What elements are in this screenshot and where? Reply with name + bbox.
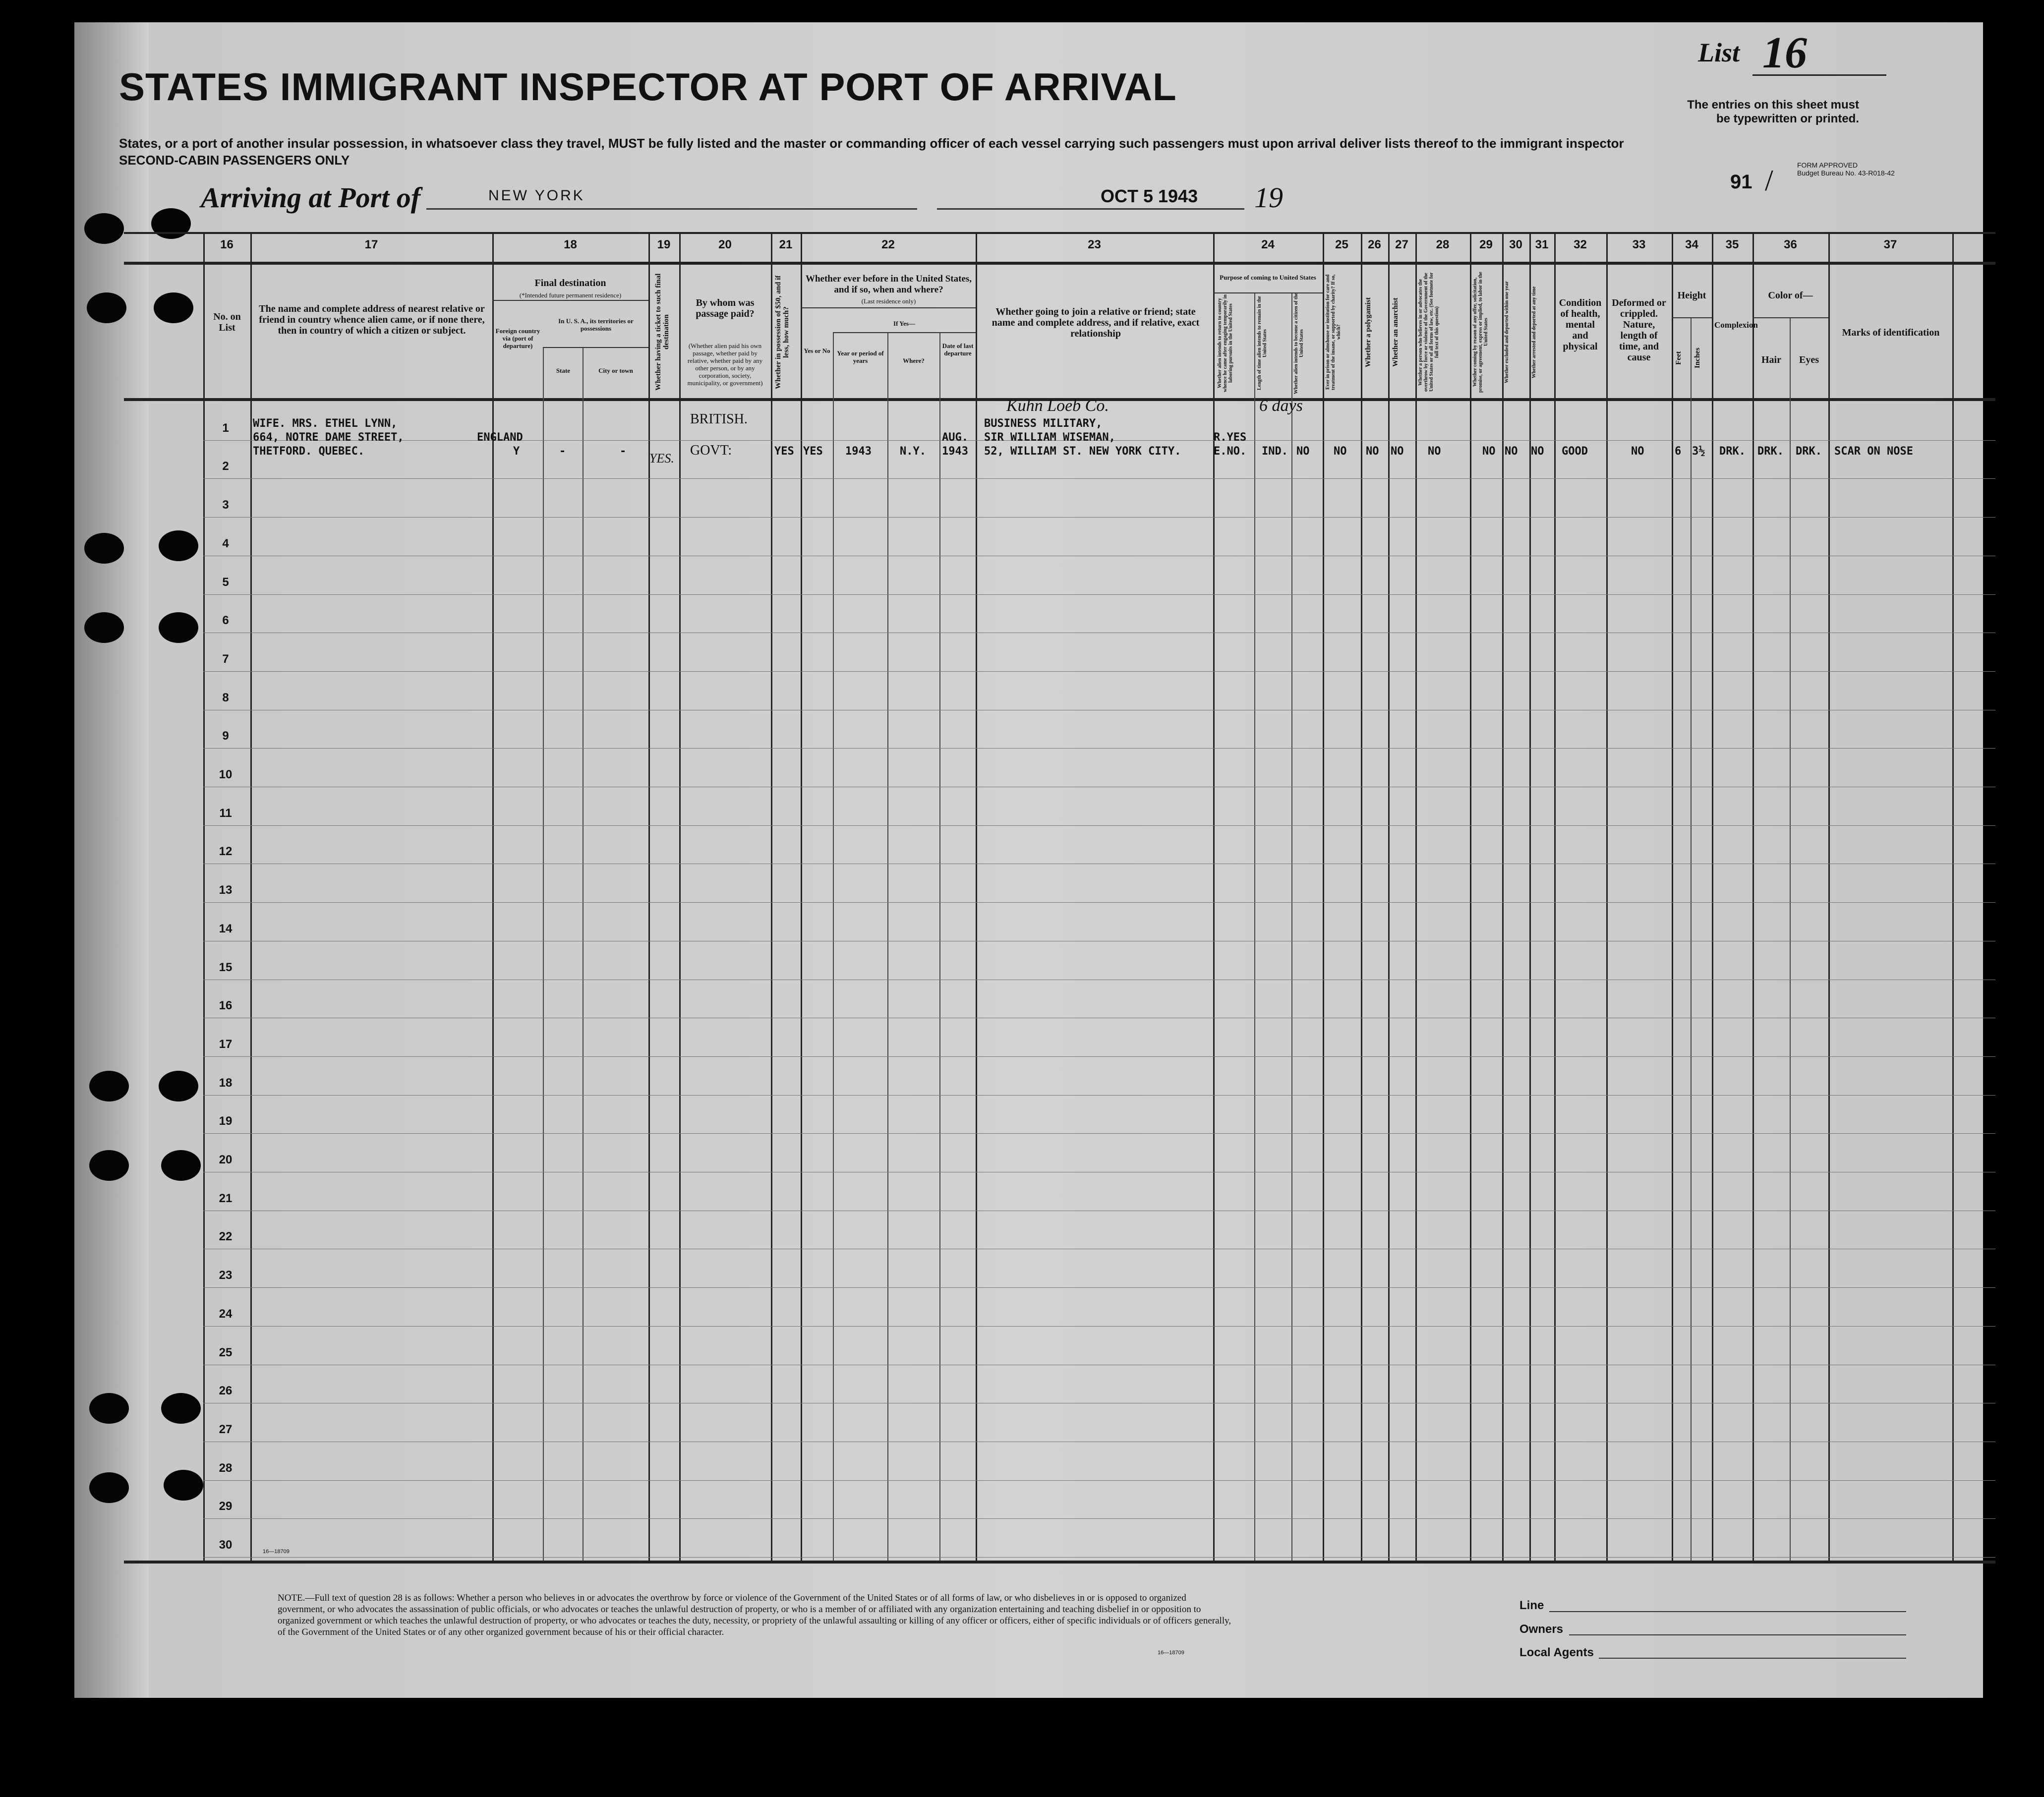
col28-header: Whether a person who believes in or advocates the overthrow by force or violence of the Government of the United States or of all forms of law, etc. (See footnote for full text of this question) — [1418, 272, 1440, 392]
punch-hole — [84, 213, 124, 244]
row-number: 25 — [219, 1346, 233, 1359]
col-number: 35 — [1725, 238, 1739, 251]
col-number: 36 — [1784, 238, 1797, 251]
col-divider — [1712, 232, 1713, 1561]
before-in-us: YES — [803, 445, 823, 458]
complexion-value: DRK. — [1719, 445, 1746, 458]
punch-hole — [159, 530, 198, 561]
col-divider — [976, 232, 977, 1561]
col-number: 25 — [1335, 238, 1348, 251]
col-divider — [1672, 232, 1673, 1561]
col22-note: (Last residence only) — [861, 297, 916, 305]
punch-hole — [164, 1470, 203, 1501]
col-number: 23 — [1088, 238, 1101, 251]
col-divider — [887, 332, 888, 1561]
col-divider — [1254, 292, 1255, 1561]
col-divider — [1529, 232, 1531, 1561]
joining-line-1: BUSINESS MILITARY, — [984, 417, 1103, 430]
col-divider — [250, 232, 252, 1561]
col-divider — [648, 232, 650, 1561]
col-divider — [1828, 232, 1830, 1561]
subtitle-line: States, or a port of another insular possession, in whatsoever class they travel, MUST be fully listed and the master or commanding officer of each vessel carrying such passengers must upon arrival deliver lists thereof to the immigrant inspector — [119, 136, 1624, 151]
grid-top-rule — [124, 232, 1995, 234]
subheader-rule — [801, 307, 976, 308]
ticket-value: YES. — [649, 451, 674, 465]
row-number: 18 — [219, 1076, 233, 1090]
col-divider — [1388, 232, 1390, 1561]
col16-header: No. on List — [213, 311, 241, 333]
col26-header: Whether a polygamist — [1364, 297, 1372, 367]
foreign-country: ENGLAND — [477, 431, 523, 444]
punch-hole — [154, 292, 193, 323]
punch-hole — [89, 1472, 129, 1503]
col-divider — [1291, 292, 1292, 1561]
col-number: 16 — [220, 238, 234, 251]
col18-foreign: Foreign country via (port of departure) — [495, 327, 540, 349]
row-rule — [203, 1518, 1995, 1519]
subheader-rule — [1752, 317, 1828, 318]
relative-line-2: 664, NOTRE DAME STREET, — [253, 431, 404, 444]
col29-header: Whether coming by reason of any offer, solicitation, promise, or agreement, express or implied, to labor in the United States — [1472, 272, 1489, 393]
col-number: 27 — [1395, 238, 1408, 251]
row-number: 6 — [222, 614, 229, 627]
row-number: 29 — [219, 1500, 233, 1513]
col25-header: Ever in prison or almshouse or institution for care and treatment of the insane, or supported by charity? If so, which? — [1325, 274, 1342, 390]
deformed-value: NO — [1631, 445, 1644, 458]
row-number: 26 — [219, 1384, 233, 1397]
col-number: 33 — [1632, 238, 1646, 251]
col-number: 26 — [1368, 238, 1381, 251]
manifest-sheet — [74, 22, 1983, 1698]
punch-hole — [151, 208, 191, 239]
row-number: 12 — [219, 845, 233, 858]
col24c-header: Whether alien intends to become a citizen of the United States — [1293, 292, 1304, 394]
punch-hole — [89, 1150, 129, 1181]
col18-header: Final destination — [534, 278, 606, 289]
subheader-rule — [833, 332, 976, 333]
row-number: 3 — [222, 498, 229, 512]
footnote: NOTE.—Full text of question 28 is as follows: Whether a person who believes in or advocates the overthrow by force or violence of the Government of the United States or of all forms of law, or who disbelieves in or is opposed to organized government, or who advocates the assassination of public officials, or who advocates or teaches the unlawful destruction of property, or who is a member of or affiliated with any organization entertaining and teaching disbelief in or opposition to organized government or which teaches the unlawful destruction of property, or who advocates or teaches the duty, necessity, or propriety of the unlawful assaulting or killing of any officer or officers, either of specific individuals or of officers generally, of the Government of the United States or of any other organized government because of his or their official character. — [278, 1593, 1231, 1637]
date-underline — [937, 208, 1244, 210]
col-divider — [1470, 232, 1471, 1561]
feet-value: 6 — [1675, 445, 1682, 458]
col-number: 31 — [1535, 238, 1549, 251]
col22-header: Whether ever before in the United States, and if so, when and where? — [805, 274, 972, 295]
typewrite-note — [1636, 98, 1859, 126]
col-divider — [1752, 232, 1754, 1561]
row-number: 20 — [219, 1153, 233, 1166]
punch-hole — [84, 533, 124, 564]
subtitle-line: SECOND-CABIN PASSENGERS ONLY — [119, 153, 350, 168]
col-number: 29 — [1479, 238, 1493, 251]
col32-header: Condition of health, mental and physical — [1559, 297, 1602, 352]
col-number: 19 — [657, 238, 671, 251]
row-rule — [203, 1480, 1995, 1481]
col-number: 30 — [1509, 238, 1522, 251]
row-number: 24 — [219, 1307, 233, 1321]
paid-by-line-1: BRITISH. — [690, 411, 748, 427]
subheader-rule — [543, 347, 648, 348]
col20-header: By whom was passage paid? — [696, 297, 755, 319]
overthrow-value: NO — [1428, 445, 1441, 458]
row-number: 19 — [219, 1114, 233, 1128]
possession-50: YES — [774, 445, 794, 458]
punch-hole — [161, 1393, 201, 1424]
col-number: 28 — [1436, 238, 1450, 251]
col35-header: Complexion — [1714, 320, 1758, 330]
row-number: 9 — [222, 729, 229, 743]
row-rule — [203, 517, 1995, 518]
col24-header: Purpose of coming to United States — [1220, 274, 1316, 281]
col-divider — [801, 232, 802, 1561]
row-number: 15 — [219, 961, 233, 974]
date-departure-1: AUG. — [942, 431, 968, 444]
length-handwritten: 6 days — [1259, 397, 1303, 415]
date-value: OCT 5 1943 — [1101, 186, 1198, 206]
col-divider — [771, 232, 772, 1561]
row-rule — [203, 1095, 1995, 1096]
owners-underline — [1569, 1634, 1906, 1635]
paid-by-line-2: GOVT: — [690, 443, 732, 458]
col-divider — [833, 332, 834, 1561]
row-number: 22 — [219, 1230, 233, 1243]
row-number: 21 — [219, 1192, 233, 1205]
note-line: The entries on this sheet must — [1687, 98, 1859, 112]
foreign-mark: Y — [513, 445, 520, 458]
agents-underline — [1599, 1658, 1906, 1659]
row-number: 7 — [222, 652, 229, 666]
grid-mid-rule — [124, 262, 1995, 265]
col-divider — [1790, 317, 1791, 1561]
row-number: 2 — [222, 460, 229, 473]
col-divider — [679, 232, 681, 1561]
marks-value: SCAR ON NOSE — [1834, 445, 1913, 458]
date-departure-2: 1943 — [942, 445, 968, 458]
arriving-label: Arriving at Port of — [201, 181, 421, 214]
col24b-header: Length of time alien intends to remain in the United States — [1257, 296, 1268, 391]
col18-state: State — [556, 367, 571, 374]
row-rule — [203, 902, 1995, 903]
col27-header: Whether an anarchist — [1392, 297, 1400, 367]
col-divider — [1415, 232, 1417, 1561]
col-divider — [203, 232, 205, 1561]
row-rule — [203, 1133, 1995, 1134]
excluded-value: NO — [1505, 445, 1518, 458]
subheader-rule — [1213, 292, 1323, 293]
footnote-code: 16—18709 — [1158, 1650, 1184, 1656]
col36-header: Color of— — [1768, 290, 1813, 301]
port-underline — [426, 208, 917, 210]
list-number: 16 — [1762, 28, 1807, 77]
joining-line-3: 52, WILLIAM ST. NEW YORK CITY. — [984, 445, 1181, 458]
punch-hole — [159, 1071, 198, 1101]
arrested-value: NO — [1531, 445, 1544, 458]
prison-value: NO — [1334, 445, 1347, 458]
subheader-rule — [1672, 317, 1712, 318]
slash-mark-icon: / — [1765, 164, 1773, 197]
return-value-b: E.NO. — [1214, 445, 1247, 458]
year-period: 1943 — [845, 445, 872, 458]
punch-hole — [161, 1150, 201, 1181]
punch-hole — [89, 1393, 129, 1424]
eyes-value: DRK. — [1796, 445, 1822, 458]
punch-hole — [89, 1071, 129, 1101]
col36-eyes: Eyes — [1799, 354, 1819, 365]
length-typed: IND. — [1262, 445, 1288, 458]
col-number: 20 — [718, 238, 732, 251]
health-value: GOOD — [1562, 445, 1588, 458]
row-number: 27 — [219, 1423, 233, 1436]
row-rule — [203, 1326, 1995, 1327]
col-number: 37 — [1883, 238, 1897, 251]
page-title: STATES IMMIGRANT INSPECTOR AT PORT OF ARRIVAL — [119, 65, 1177, 109]
col-number: 32 — [1574, 238, 1587, 251]
row-number: 14 — [219, 922, 233, 935]
col37-header: Marks of identification — [1842, 327, 1940, 338]
col22-date: Date of last departure — [942, 342, 974, 357]
form-code: 16—18709 — [263, 1549, 290, 1555]
where-value: N.Y. — [900, 445, 926, 458]
port-value: NEW YORK — [488, 187, 585, 204]
row-number: 23 — [219, 1269, 233, 1282]
col22-where: Where? — [903, 357, 925, 364]
relative-line-3: THETFORD. QUEBEC. — [253, 445, 365, 458]
row-rule — [203, 1056, 1995, 1057]
col17-header: The name and complete address of nearest relative or friend in country whence alien came, or if none there, then in country of which a citizen or subject. — [259, 303, 485, 336]
col-divider — [583, 347, 584, 1561]
col30-header: Whether excluded and deported within one year — [1504, 281, 1510, 383]
col-divider — [1952, 232, 1954, 1561]
punch-hole — [159, 612, 198, 643]
citizen-value: NO — [1296, 445, 1310, 458]
col23-header: Whether going to join a relative or friend; state name and complete address, and if relative, exact relationship — [992, 306, 1200, 339]
col34-feet: Feet — [1675, 351, 1683, 365]
return-value: R.YES — [1214, 431, 1247, 444]
col-number: 24 — [1261, 238, 1275, 251]
page-subtitle — [119, 135, 1624, 169]
punch-hole — [87, 292, 126, 323]
col18-usa: In U. S. A., its territories or possessions — [558, 317, 634, 332]
line-underline — [1549, 1611, 1906, 1612]
col33-header: Deformed or crippled. Nature, length of time, and cause — [1612, 297, 1666, 363]
col19-header: Whether having a ticket to such final destination — [654, 273, 670, 391]
row-number: 1 — [222, 421, 229, 435]
state-value: - — [559, 445, 566, 458]
subheader-rule — [492, 300, 648, 301]
owners-label: Owners — [1519, 1623, 1564, 1636]
row-rule — [203, 671, 1995, 672]
row-rule — [203, 1557, 1995, 1558]
row-rule — [203, 1287, 1995, 1288]
row-number: 11 — [219, 807, 232, 820]
labor-offer-value: NO — [1482, 445, 1496, 458]
col-divider — [1323, 232, 1324, 1561]
col18-city: City or town — [598, 367, 633, 374]
col-number: 17 — [364, 238, 378, 251]
col34-inches: Inches — [1694, 348, 1701, 369]
row-number: 8 — [222, 691, 229, 704]
col34-header: Height — [1677, 290, 1706, 301]
inches-value: 3½ — [1692, 445, 1705, 458]
col18-note: (*Intended future permanent residence) — [519, 291, 622, 299]
polygamist-value: NO — [1366, 445, 1379, 458]
form-approved-line: Budget Bureau No. 43-R018-42 — [1797, 169, 1895, 177]
year-prefix: 19 — [1254, 181, 1283, 214]
col-divider — [1361, 232, 1362, 1561]
joining-line-2: SIR WILLIAM WISEMAN, — [984, 431, 1115, 444]
col31-header: Whether arrested and deported at any time — [1531, 286, 1537, 378]
row-number: 13 — [219, 883, 233, 897]
line-label: Line — [1519, 1599, 1544, 1612]
row-number: 10 — [219, 768, 233, 781]
anarchist-value: NO — [1391, 445, 1404, 458]
list-label: List — [1698, 38, 1740, 67]
col-divider — [939, 332, 940, 1561]
col22-yesno: Yes or No — [804, 347, 830, 354]
form-approved — [1797, 161, 1895, 177]
note-line: be typewritten or printed. — [1716, 112, 1859, 125]
row-number: 17 — [219, 1038, 233, 1051]
col-number: 34 — [1685, 238, 1698, 251]
list-underline — [1752, 74, 1886, 76]
col-number: 21 — [779, 238, 793, 251]
col24a-header: Whether alien intends to return to country whence he came after engaging temporarily in laboring pursuits in the United States — [1217, 294, 1233, 392]
col-divider — [1691, 317, 1692, 1561]
col-divider — [1606, 232, 1608, 1561]
sheet-edge — [74, 22, 149, 1698]
col-divider — [543, 347, 544, 1561]
sheet-number: 91 — [1730, 171, 1752, 193]
col-divider — [1554, 232, 1556, 1561]
joining-handwritten: Kuhn Loeb Co. — [1006, 397, 1109, 415]
col22-ifyes: If Yes— — [893, 320, 915, 327]
city-value: - — [620, 445, 627, 458]
hair-value: DRK. — [1757, 445, 1784, 458]
row-rule — [203, 748, 1995, 749]
col-divider — [1502, 232, 1504, 1561]
form-approved-line: FORM APPROVED — [1797, 161, 1858, 169]
agents-label: Local Agents — [1519, 1646, 1594, 1659]
row-rule — [203, 478, 1995, 479]
row-number: 28 — [219, 1461, 233, 1475]
punch-hole — [84, 612, 124, 643]
col-number: 22 — [881, 238, 895, 251]
row-number: 16 — [219, 999, 233, 1012]
row-rule — [203, 825, 1995, 826]
row-number: 4 — [222, 537, 229, 550]
row-number: 30 — [219, 1538, 233, 1552]
row-number: 5 — [222, 576, 229, 589]
grid-bottom-rule — [124, 1561, 1995, 1564]
relative-line-1: WIFE. MRS. ETHEL LYNN, — [253, 417, 398, 430]
row-rule — [203, 594, 1995, 595]
col36-hair: Hair — [1761, 354, 1781, 365]
col22-year: Year or period of years — [837, 349, 884, 364]
col-number: 18 — [564, 238, 577, 251]
col20-note: (Whether alien paid his own passage, whether paid by relative, whether paid by any other person, or by any corporation, society, municipality, or government) — [687, 342, 763, 387]
col21-header: Whether in possession of $50, and if less, how much? — [774, 275, 790, 389]
